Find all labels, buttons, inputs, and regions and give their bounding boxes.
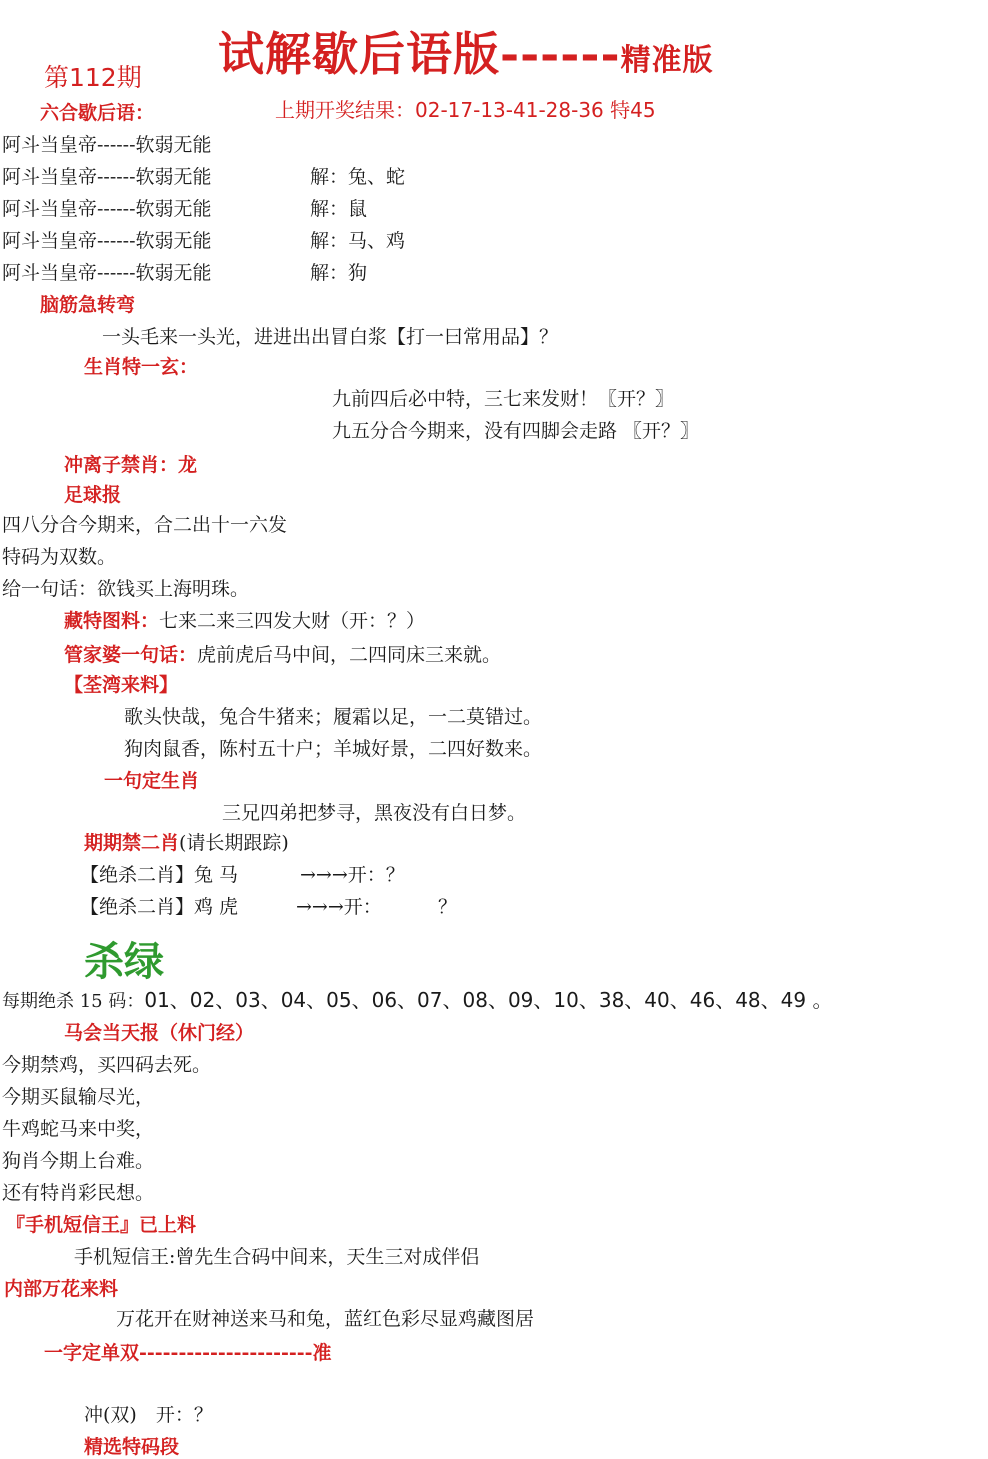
shouji-text: 手机短信王:曾先生合码中间来，天生三对成伴侣: [74, 1246, 480, 1268]
jueshao-row-1-arrow: →→→开：？: [300, 864, 405, 886]
saying-row: 阿斗当皇帝------软弱无能: [2, 166, 212, 188]
danshuang-heading-row: [44, 1338, 332, 1365]
danshuang-result: 冲(双) 开：？: [84, 1404, 213, 1426]
danshuang-dashes: ----------------------: [139, 1342, 313, 1364]
shengxiao-line: 九五分合今期来，没有四脚会走路 〖开？〗: [332, 420, 700, 442]
mahui-line: 还有特肖彩民想。: [2, 1182, 155, 1204]
zuqiu-heading: 足球报: [64, 484, 122, 506]
mahui-line: 狗肖今期上台难。: [2, 1150, 155, 1172]
quanwan-line: 歌头快哉，兔合牛猪来；履霜以足，一二莫错过。: [124, 706, 543, 728]
kill15-numbers: 01、02、03、04、05、06、07、08、09、10、38、40、46、48、49 。: [144, 988, 833, 1012]
mahui-line: 牛鸡蛇马来中奖，: [2, 1118, 155, 1140]
yiju-text: 三兄四弟把梦寻，黑夜没有白日梦。: [222, 802, 527, 824]
kill15-prefix: 每期绝杀 15 码：: [2, 991, 145, 1012]
last-result: 上期开奖结果：02-17-13-41-28-36 特45: [275, 98, 656, 122]
jueshao-row-2-label: 【绝杀二肖】鸡 虎: [80, 896, 239, 918]
cangte-row: [64, 606, 425, 633]
saying-answer: 解：狗: [310, 262, 368, 284]
title-main: 试解歇后语版: [218, 27, 500, 81]
shengxiao-line: 九前四后必中特，三七来发财！〖开？〗: [332, 388, 675, 410]
qiqi-heading: 期期禁二肖: [84, 832, 180, 854]
neibu-text: 万花开在财神送来马和兔，蓝红色彩尽显鸡藏图居: [116, 1308, 535, 1330]
saying-answer: 解：鼠: [310, 198, 368, 220]
saying-row: 阿斗当皇帝------软弱无能: [2, 230, 212, 252]
guanjia-row: [64, 640, 501, 667]
jueshao-row-1-label: 【绝杀二肖】兔 马: [80, 864, 239, 886]
issue-number: 第112期: [44, 63, 142, 92]
saying-row: 阿斗当皇帝------软弱无能: [2, 134, 212, 156]
chongli-line: 冲离子禁肖：龙: [64, 454, 198, 476]
shengxiao-heading: 生肖特一玄：: [84, 356, 199, 378]
saying-row: 阿斗当皇帝------软弱无能: [2, 262, 212, 284]
cangte-label: 藏特图料：: [64, 610, 160, 632]
danshuang-suffix: 准: [312, 1342, 332, 1364]
yiju-heading: 一句定生肖: [104, 770, 200, 792]
qiqi-note: (请长期跟踪): [179, 832, 289, 854]
kill15-row: [2, 984, 832, 1013]
title-suffix: 精准版: [620, 43, 714, 78]
cangte-text: 七来二来三四发大财（开：？）: [159, 610, 426, 632]
zuqiu-line: 给一句话：欲钱买上海明珠。: [2, 578, 250, 600]
guanjia-text: 虎前虎后马中间，二四同床三来就。: [197, 644, 502, 666]
guanjia-label: 管家婆一句话：: [64, 644, 198, 666]
shalv-title: 杀绿: [84, 938, 164, 985]
quanwan-line: 狗肉鼠香，陈村五十户；羊城好景，二四好数来。: [124, 738, 543, 760]
title-dashes: ------: [500, 27, 621, 81]
mahui-line: 今期禁鸡，买四码去死。: [2, 1054, 212, 1076]
saying-row: 阿斗当皇帝------软弱无能: [2, 198, 212, 220]
zuqiu-line: 四八分合今期来，合二出十一六发: [2, 514, 288, 536]
jingxuan-heading: 精选特码段: [84, 1436, 180, 1458]
zuqiu-line: 特码为双数。: [2, 546, 117, 568]
riddle-heading: 脑筋急转弯: [40, 294, 136, 316]
page-title: [218, 18, 714, 84]
jueshao-row-2-arrow: →→→开：: [296, 896, 382, 918]
mahui-heading: 马会当天报（休门经）: [64, 1022, 255, 1044]
neibu-heading: 内部万花来料: [4, 1278, 119, 1300]
mahui-line: 今期买鼠输尽光，: [2, 1086, 155, 1108]
liuhe-heading: 六合歇后语：: [40, 102, 155, 124]
jueshao-row-2-question: ？: [438, 896, 458, 918]
saying-answer: 解：兔、蛇: [310, 166, 406, 188]
riddle-text: 一头毛来一头光，进进出出冒白浆【打一曰常用品】？: [102, 326, 559, 348]
quanwan-heading: 【荃湾来料】: [64, 674, 179, 696]
qiqi-heading-row: [84, 828, 289, 855]
shouji-heading: 『手机短信王』已上料: [6, 1214, 197, 1236]
saying-answer: 解：马、鸡: [310, 230, 406, 252]
danshuang-heading: 一字定单双: [44, 1342, 140, 1364]
